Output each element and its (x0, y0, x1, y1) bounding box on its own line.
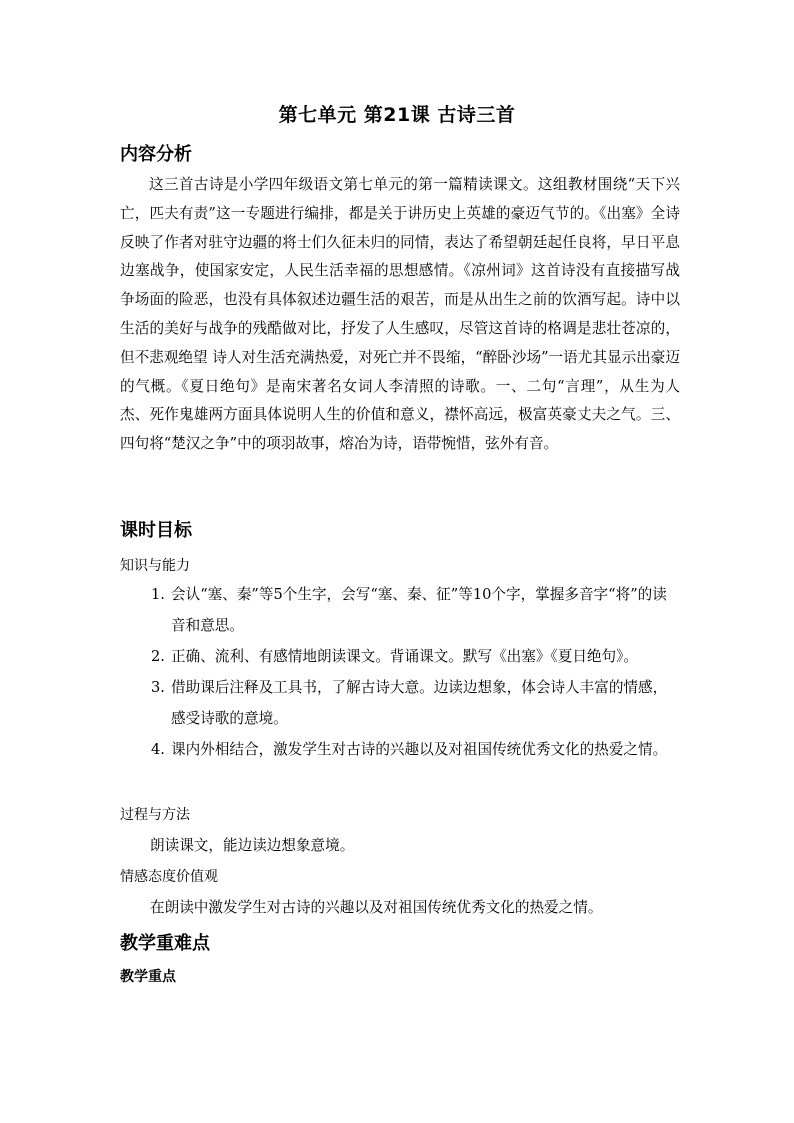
heading-attitude-values: 情感态度价值观 (120, 869, 218, 885)
objective-item-3 (151, 673, 681, 734)
objective-item-text: 借助课后注释及工具书，了解古诗大意。边读边想象，体会诗人丰富的情感，感受诗歌的意境。 (171, 679, 668, 727)
objective-item-4 (151, 735, 681, 766)
heading-objectives: 课时目标 (120, 520, 192, 541)
objective-item-text: 正确、流利、有感情地朗读课文。背诵课文。默写《出塞》《夏日绝句》。 (171, 648, 638, 665)
objective-item-number: 1. (151, 586, 165, 603)
heading-key-points: 教学重难点 (120, 933, 210, 954)
objective-item-2 (151, 642, 681, 673)
objective-item-number: 3. (151, 679, 165, 696)
objective-item-number: 4. (151, 741, 165, 758)
attitude-text: 在朗读中激发学生对古诗的兴趣以及对祖国传统优秀文化的热爱之情。 (150, 899, 603, 916)
process-text: 朗读课文，能边读边想象意境。 (150, 837, 355, 854)
objective-item-1 (151, 580, 681, 641)
page-title: 第七单元 第21课 古诗三首 (278, 104, 516, 126)
heading-process-method: 过程与方法 (120, 807, 190, 823)
heading-knowledge-ability: 知识与能力 (120, 558, 190, 574)
objective-item-text: 会认“塞、秦”等5个生字，会写“塞、秦、征”等10个字，掌握多音字“将”的读音和意思。 (171, 586, 667, 634)
heading-teaching-focus: 教学重点 (120, 969, 176, 985)
objective-item-number: 2. (151, 648, 165, 665)
objective-item-text: 课内外相结合，激发学生对古诗的兴趣以及对祖国传统优秀文化的热爱之情。 (171, 741, 668, 758)
content-analysis-paragraph: 这三首古诗是小学四年级语文第七单元的第一篇精读课文。这组教材围绕“天下兴亡，匹夫有责”这一专题进行编排，都是关于讲历史上英雄的豪迈气节的。《出塞》全诗反映了作者对驻守边疆的将士们久征未归的同情，表达了希望朝廷起任良将，早日平息边塞战争，使国家安定，人民生活幸福的思想感情。《凉州词》这首诗没有直接描写战争场面的险恶，也没有具体叙述边疆生活的艰苦，而是从出生之前的饮酒写起。诗中以生活的美好与战争的残酷做对比，抒发了人生感叹，尽管这首诗的格调是悲壮苍凉的，但不悲观绝望 诗人对生活充满热爱，对死亡并不畏缩，“醉卧沙场”一语尤其显示出豪迈的气概。《夏日绝句》是南宋著名女词人李清照的诗歌。一、二句“言理”，从生为人杰、死作鬼雄两方面具体说明人生的价值和意义，襟怀高远，极富英豪丈夫之气。三、四句将“楚汉之争”中的项羽故事，熔冶为诗，语带惋惜，弦外有音。 (120, 176, 680, 453)
heading-content-analysis: 内容分析 (120, 144, 192, 165)
